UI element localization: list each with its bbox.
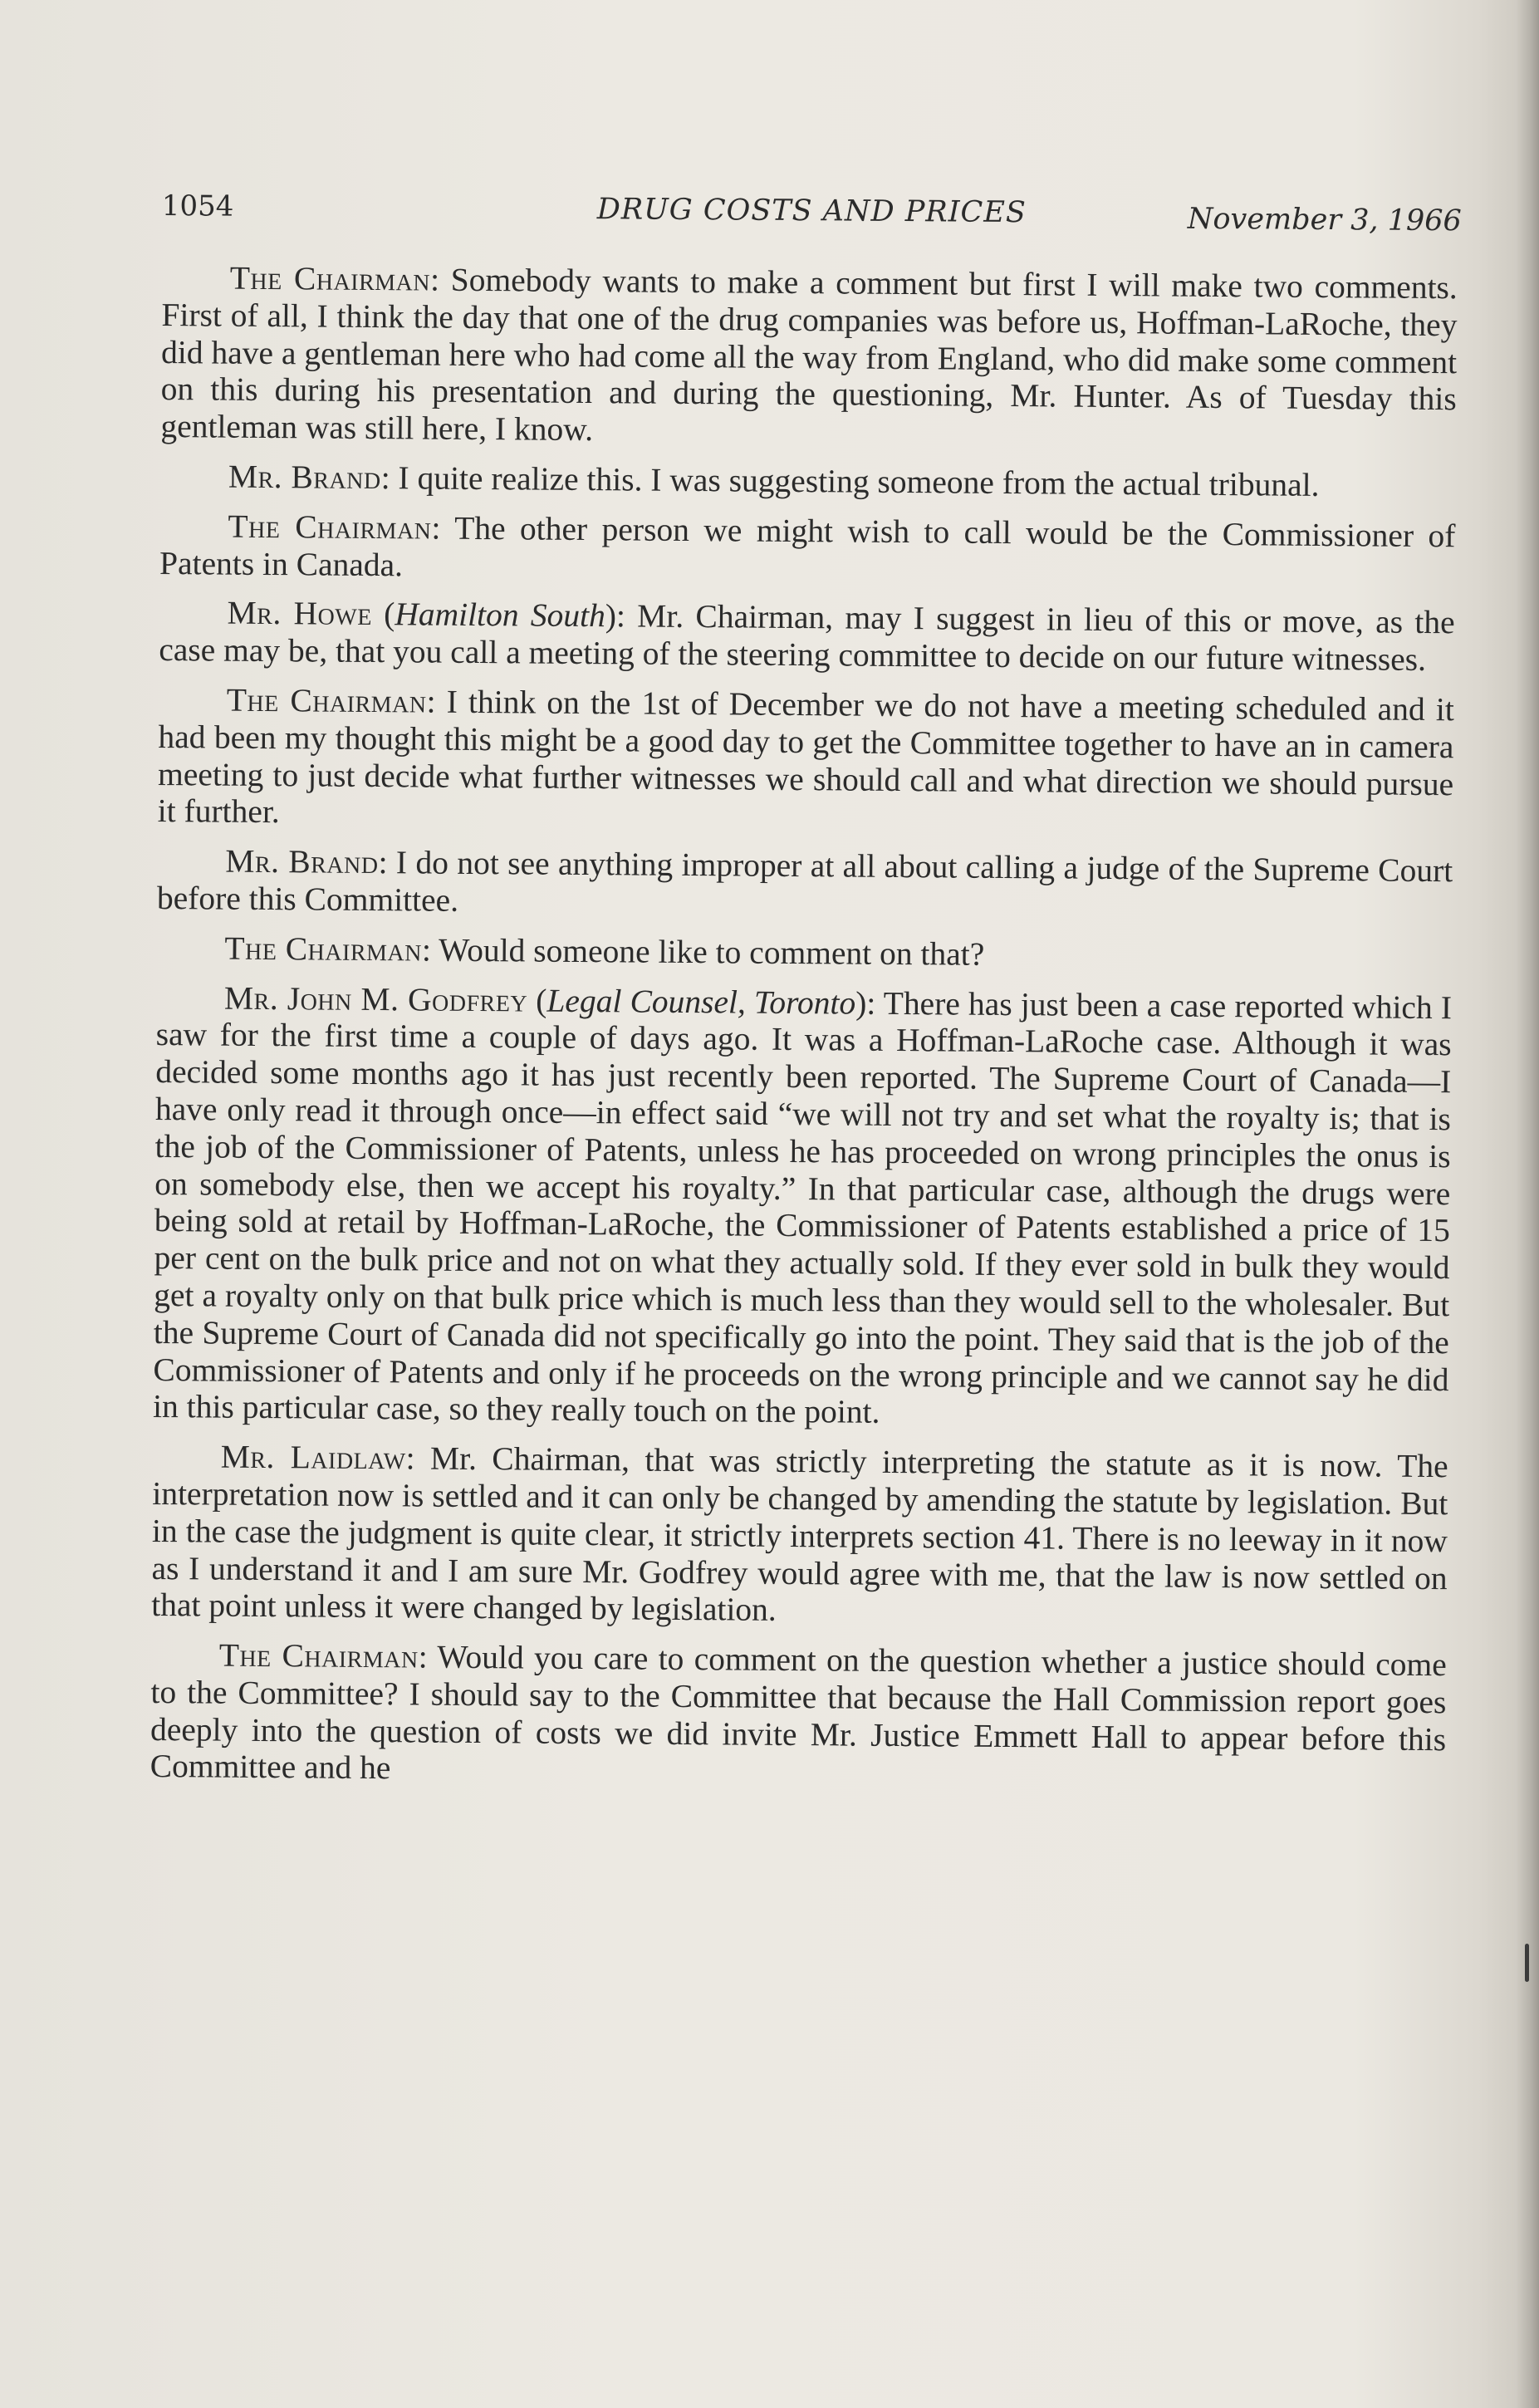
transcript-body bbox=[149, 259, 1457, 1807]
running-date: November 3, 1966 bbox=[1187, 202, 1462, 238]
paragraph-text: I quite realize this. I was suggesting someone from the actual tribunal. bbox=[398, 459, 1320, 503]
speaker-name: Mr. Brand bbox=[228, 458, 381, 497]
paragraph-text: I do not see anything improper at all about calling a judge of the Supreme Court before this Committee. bbox=[156, 844, 1453, 919]
speaker-name: The Chairman bbox=[224, 929, 423, 969]
paragraph: The Chairman: Would someone like to comment on that? bbox=[224, 929, 985, 973]
page-number: 1054 bbox=[161, 189, 234, 223]
speaker-name: Mr. Howe bbox=[227, 595, 373, 633]
paragraph: Mr. Brand: I quite realize this. I was suggesting someone from the actual tribunal. bbox=[228, 458, 1320, 503]
paragraph: The Chairman: Would you care to comment on the question whether a justice should come to the Committee? I should say to the Committee that because the Hall Commission report goes deeply into the question of costs we did invite Mr. Justice Emmett Hall to appear before this Committee and he bbox=[149, 1636, 1447, 1787]
paragraph: The Chairman: I think on the 1st of December we do not have a meeting scheduled and it had been my thought this might be a good day to get the Committee together to have an in camera meeting to just decide what further witnesses we should call and what direction we should pursue it further. bbox=[157, 681, 1454, 831]
speaker-affiliation: Hamilton South bbox=[395, 596, 606, 635]
paragraph-text: The other person we might wish to call would be the Commissioner of Patents in Canada. bbox=[159, 509, 1456, 583]
paragraph-text: Somebody wants to make a comment but first I will make two comments. First of all, I think the day that one of the drug companies was before us, Hoffman-LaRoche, they did have a gentleman here who had come all the way from England, who did make some comment on this during his presentation and during the questioning, Mr. Hunter. As of Tuesday this gentleman was still here, I know. bbox=[160, 261, 1458, 449]
speaker-name: The Chairman bbox=[226, 681, 427, 720]
paragraph-text: Mr. Chairman, may I suggest in lieu of this or move, as the case may be, that you call a meeting of the steering committee to decide on our future witnesses. bbox=[159, 597, 1455, 679]
paragraph-text: Would someone like to comment on that? bbox=[438, 931, 985, 973]
speaker-name: The Chairman bbox=[228, 508, 432, 547]
margin-mark bbox=[1525, 1944, 1529, 1982]
speaker-name: The Chairman bbox=[229, 259, 431, 298]
paragraph: The Chairman: The other person we might wish to call would be the Commissioner of Patents in Canada. bbox=[159, 508, 1456, 583]
speaker-affiliation: Legal Counsel, Toronto bbox=[546, 982, 856, 1022]
paragraph-text: Mr. Chairman, that was strictly interpreting the statute as it is now. The interpretation now is settled and it can only be changed by amending the statute by legislation. But in the case the judgment is quite clear, it strictly interprets section 41. There is no leeway in it now as I understand it and I am sure Mr. Godfrey would agree with me, that the law is now settled on that point unless it were changed by legislation. bbox=[151, 1439, 1448, 1629]
paragraph: Mr. John M. Godfrey (Legal Counsel, Toronto): There has just been a case reported which I saw for the first time a couple of days ago. It was a Hoffman-LaRoche case. Although it was decided some months ago it has just recently been reported. The Supreme Court of Canada—I have only read it through once—in effect said “we will not try and set what the royalty is; that is the job of the Commissioner of Patents, unless he has proceeded on wrong principles the onus is on somebody else, then we accept his royalty.” In that particular case, although the drugs were being sold at retail by Hoffman-LaRoche, the Commissioner of Patents established a price of 15 per cent on the bulk price and not on what they actually sold. If they ever sold in bulk they would get a royalty only on that bulk price which is much less than they would sell to the wholesaler. But the Supreme Court of Canada did not specifically go into the point. They said that is the job of the Commissioner of Patents and only if he proceeds on the wrong principle and we cannot say he did in this particular case, so they really touch on the point. bbox=[152, 979, 1453, 1431]
paragraph-text: There has just been a case reported which I saw for the first time a couple of days ago. It was a Hoffman-LaRoche case. Although it was decided some months ago it has just recently been reported. The Supreme Court of Canada—I have only read it through once—in effect said “we will not try and set what the royalty is; that is the job of the Commissioner of Patents, unless he has proceeded on wrong principles the onus is on somebody else, then we accept his royalty.” In that particular case, although the drugs were being sold at retail by Hoffman-LaRoche, the Commissioner of Patents established a price of 15 per cent on the bulk price and not on what they actually sold. If they ever sold in bulk they would get a royalty only on that bulk price which is much less than they would sell to the wholesaler. But the Supreme Court of Canada did not specifically go into the point. They said that is the job of the Commissioner of Patents and only if he proceeds on the wrong principle and we cannot say he did in this particular case, so they really touch on the point. bbox=[152, 984, 1453, 1431]
paragraph: Mr. Laidlaw: Mr. Chairman, that was strictly interpreting the statute as it is now. The interpretation now is settled and it can only be changed by amending the statute by legislation. But in the case the judgment is quite clear, it strictly interprets section 41. There is no leeway in it now as I understand it and I am sure Mr. Godfrey would agree with me, that the law is now settled on that point unless it were changed by legislation. bbox=[151, 1438, 1448, 1629]
paragraph: Mr. Brand: I do not see anything improper at all about calling a judge of the Supreme Court before this Committee. bbox=[156, 842, 1453, 919]
paragraph: The Chairman: Somebody wants to make a comment but first I will make two comments. First of all, I think the day that one of the drug companies was before us, Hoffman-LaRoche, they did have a gentleman here who had come all the way from England, who did make some comment on this during his presentation and during the questioning, Mr. Hunter. As of Tuesday this gentleman was still here, I know. bbox=[160, 259, 1458, 449]
paragraph: Mr. Howe (Hamilton South): Mr. Chairman, may I suggest in lieu of this or move, as the case may be, that you call a meeting of the steering committee to decide on our future witnesses. bbox=[159, 595, 1455, 679]
page-header bbox=[162, 189, 1462, 249]
speaker-name: Mr. Laidlaw bbox=[220, 1438, 406, 1477]
speaker-name: Mr. Brand bbox=[225, 842, 379, 881]
paragraph-text: I think on the 1st of December we do not have a meeting scheduled and it had been my thought this might be a good day to get the Committee together to have an in camera meeting to just decide what further witnesses we should call and what direction we should pursue it further. bbox=[157, 683, 1454, 831]
page-edge-shadow bbox=[1516, 0, 1539, 2408]
speaker-name: Mr. John M. Godfrey bbox=[223, 979, 528, 1019]
speaker-name: The Chairman bbox=[218, 1636, 419, 1675]
running-title: DRUG COSTS AND PRICES bbox=[596, 193, 1027, 230]
paragraph-text: Would you care to comment on the question whether a justice should come to the Committee? I should say to the Committee that because the Hall Commission report goes deeply into the question of costs we did invite Mr. Justice Emmett Hall to appear before this Committee and he bbox=[149, 1638, 1447, 1787]
